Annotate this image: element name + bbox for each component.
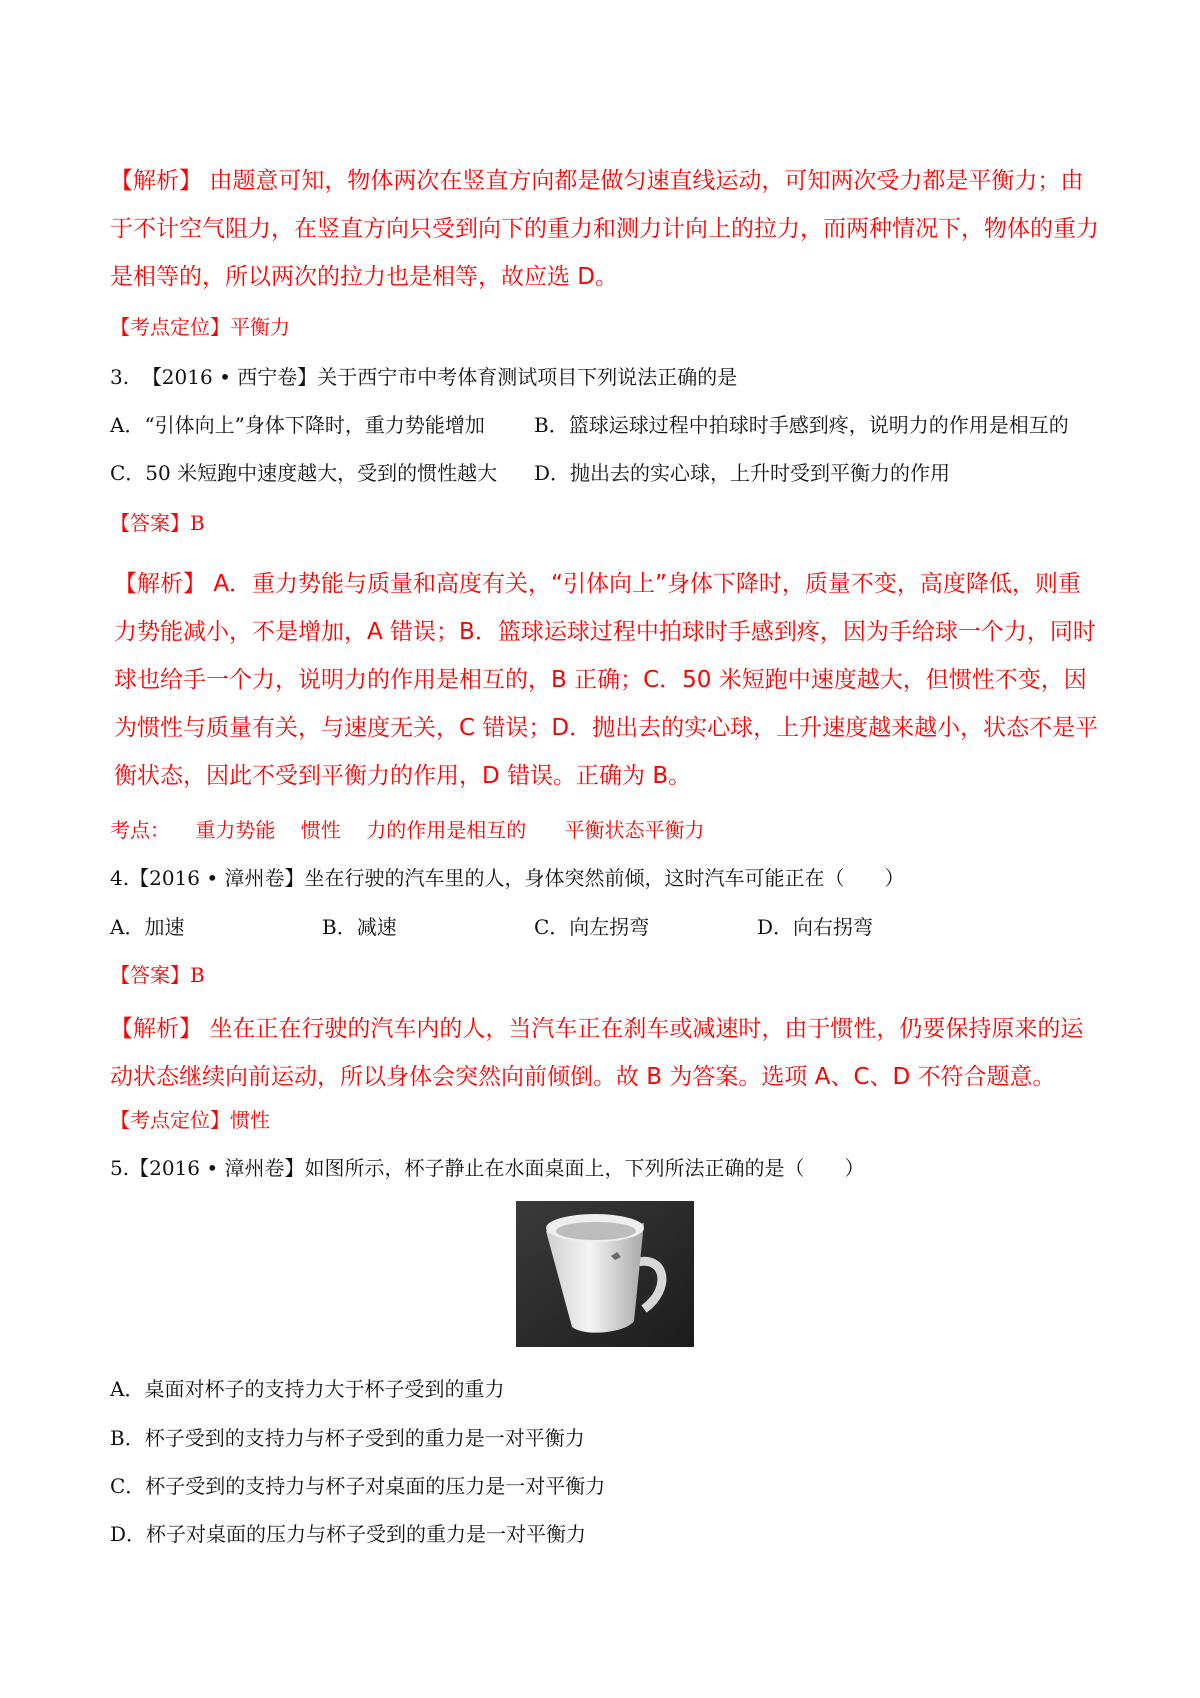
q4-point (110, 1105, 1100, 1135)
q3-points-label: 考点： (110, 818, 170, 842)
q5-option-b: B．杯子受到的支持力与杯子受到的重力是一对平衡力 (110, 1426, 585, 1450)
q3-answer (110, 508, 1100, 538)
q3-point-1: 重力势能 (195, 818, 276, 842)
q4-analysis-text: 坐在正在行驶的汽车内的人，当汽车正在刹车或减速时，由于惯性，仍要保持原来的运动状态继续向前运动，所以身体会突然向前倾倒。故 B 为答案。选项 A、C、D 不符合题意。 (110, 1016, 1084, 1090)
q5-source: 【2016 • 漳州卷】 (129, 1156, 305, 1180)
q4-source: 【2016 • 漳州卷】 (129, 866, 305, 890)
q2-point-text: 平衡力 (230, 315, 290, 339)
q5-option-d: D．杯子对桌面的压力与杯子受到的重力是一对平衡力 (110, 1522, 587, 1546)
q3-analysis-label: 【解析】 (114, 571, 206, 597)
q3-analysis (114, 560, 1102, 800)
q4-answer (110, 960, 1100, 990)
q4-options (110, 912, 1100, 942)
q4-stem-text: 坐在行驶的汽车里的人，身体突然前倾，这时汽车可能正在（ ） (304, 866, 905, 890)
q4-point-text: 惯性 (230, 1108, 270, 1132)
q3-point-2: 惯性 (300, 818, 341, 842)
q4-option-b: B．减速 (322, 915, 397, 939)
q3-analysis-text: A．重力势能与质量和高度有关，“引体向上”身体下降时，质量不变，高度降低，则重力势能减小，不是增加，A 错误；B．篮球运球过程中拍球时手感到疼，因为手给球一个力，同时球也给手一个力，说明力的作用是相互的，B 正确；C．50 米短跑中速度越大，但惯性不变，因为惯性与质量有关，与速度无关，C 错误；D．抛出去的实心球，上升速度越来越小，状态不是平衡状态，因此不受到平衡力的作用，D 错误。正确为 B。 (114, 571, 1099, 789)
q5-option-c: C．杯子受到的支持力与杯子对桌面的压力是一对平衡力 (110, 1474, 606, 1498)
q3-option-a: A．“引体向上”身体下降时，重力势能增加 (110, 413, 485, 437)
q5-stem (110, 1153, 1100, 1183)
q4-answer-value: B (190, 963, 205, 987)
q3-stem-text: 关于西宁市中考体育测试项目下列说法正确的是 (317, 365, 738, 389)
q3-option-d: D．抛出去的实心球，上升时受到平衡力的作用 (534, 461, 951, 485)
q3-point-3: 力的作用是相互的 (366, 818, 527, 842)
q4-point-label: 【考点定位】 (110, 1108, 230, 1132)
q4-analysis (110, 1005, 1100, 1101)
q2-point (110, 312, 1100, 342)
q3-option-c: C．50 米短跑中速度越大，受到的惯性越大 (110, 461, 498, 485)
q3-source: 【2016 • 西宁卷】 (141, 365, 318, 389)
q3-points (110, 815, 1100, 845)
q3-options-row-1 (110, 410, 1100, 440)
q3-answer-value: B (190, 511, 205, 535)
q4-analysis-label: 【解析】 (110, 1016, 202, 1042)
q5-number: 5. (110, 1156, 130, 1180)
q4-number: 4. (110, 866, 130, 890)
q2-point-label: 【考点定位】 (110, 315, 230, 339)
q2-analysis-text: 由题意可知，物体两次在竖直方向都是做匀速直线运动，可知两次受力都是平衡力；由于不计空气阻力，在竖直方向只受到向下的重力和测力计向上的拉力，而两种情况下，物体的重力是相等的，所以两次的拉力也是相等，故应选 D。 (110, 168, 1099, 290)
q3-answer-label: 【答案】 (110, 511, 190, 535)
q3-stem (110, 362, 1100, 392)
q4-stem (110, 863, 1100, 893)
q2-analysis-label: 【解析】 (110, 168, 202, 194)
q2-analysis (110, 157, 1100, 301)
cup-photo (516, 1201, 694, 1347)
q3-options-row-2 (110, 458, 1100, 488)
q3-option-b: B．篮球运球过程中拍球时手感到疼，说明力的作用是相互的 (534, 413, 1069, 437)
q4-option-c: C．向左拐弯 (534, 915, 650, 939)
q3-point-4: 平衡状态平衡力 (564, 818, 705, 842)
q5-stem-text: 如图所示，杯子静止在水面桌面上，下列所法正确的是（ ） (304, 1156, 865, 1180)
q4-option-d: D．向右拐弯 (757, 915, 874, 939)
q5-option-a: A．桌面对杯子的支持力大于杯子受到的重力 (110, 1377, 505, 1401)
q4-answer-label: 【答案】 (110, 963, 190, 987)
q4-option-a: A．加速 (110, 915, 185, 939)
q3-number: 3. (110, 365, 130, 389)
